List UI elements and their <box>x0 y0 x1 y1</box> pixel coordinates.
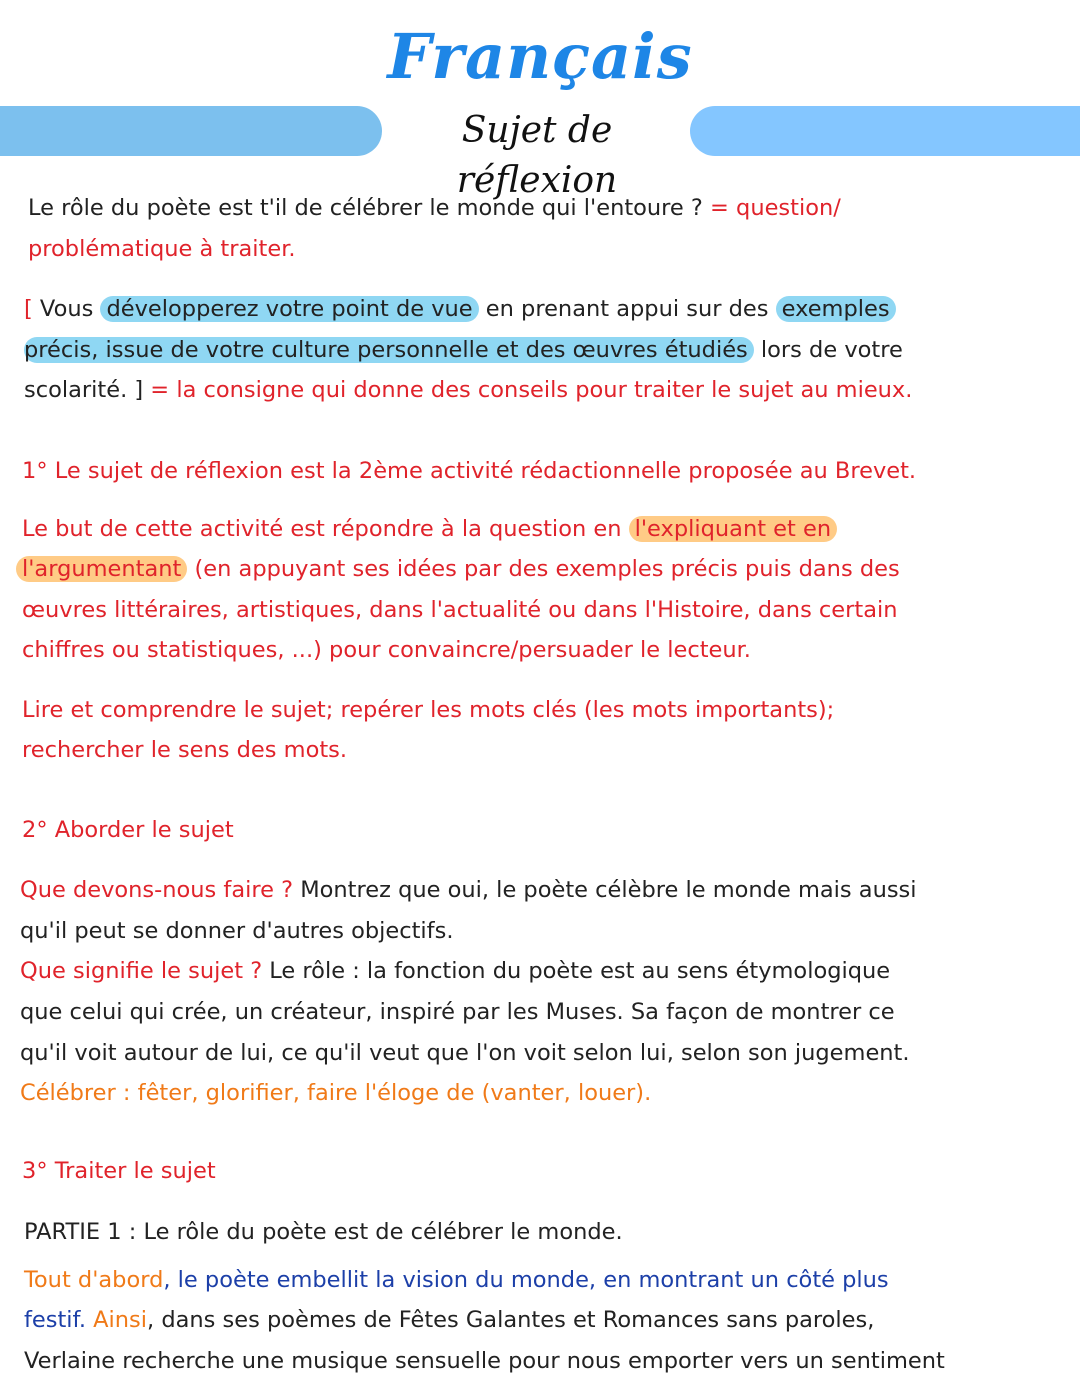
consigne-text-c: lors de votre <box>753 337 903 363</box>
section3-text-c: , dans ses poèmes de Fêtes Galantes et Romances sans paroles, <box>147 1307 875 1333</box>
intro-question-note: = question/ <box>710 195 841 221</box>
section2-q2-line-3: qu'il voit autour de lui, ce qu'il veut que l'on voit selon lui, selon son jugement. <box>20 1040 910 1066</box>
section2-heading: 2° Aborder le sujet <box>22 817 234 843</box>
section3-text-a: , le poète embellit la vision du monde, en montrant un côté plus <box>163 1267 889 1293</box>
header <box>0 0 1080 201</box>
section3-text-b: festif. <box>24 1307 86 1333</box>
consigne-text-d: scolarité. ] <box>24 377 144 403</box>
section1-p1-line-2 <box>16 549 1066 590</box>
header-band-right <box>690 106 1080 156</box>
intro-question-line-1 <box>28 188 1078 229</box>
consigne-line-2 <box>24 330 1074 371</box>
section2-q1-label: Que devons-nous faire ? <box>20 877 294 903</box>
consigne-highlight-1: développerez votre point de vue <box>100 296 478 322</box>
section2-q2-label: Que signifie le sujet ? <box>20 958 263 984</box>
section2-q2-line-1 <box>20 951 1070 992</box>
header-band-left <box>0 106 382 156</box>
section3-line-1 <box>24 1260 1074 1301</box>
consigne-text-b: en prenant appui sur des <box>478 296 776 322</box>
consigne-highlight-2: exemples <box>776 296 896 322</box>
section2-q2-line-2: que celui qui crée, un créateur, inspiré par les Muses. Sa façon de montrer ce <box>20 999 895 1025</box>
section3-heading: 3° Traiter le sujet <box>22 1158 216 1184</box>
section1-highlight-1: l'expliquant et en <box>629 516 837 542</box>
page-title: Français <box>387 20 693 93</box>
intro-question-line-2: problématique à traiter. <box>28 236 296 262</box>
section3-connector-2: Ainsi <box>86 1307 148 1333</box>
section2-q2-text-a: Le rôle : la fonction du poète est au sens étymologique <box>262 958 891 984</box>
section1-highlight-2: l'argumentant <box>16 556 187 582</box>
section3-line-3: Verlaine recherche une musique sensuelle pour nous emporter vers un sentiment <box>24 1348 945 1374</box>
consigne-line-3 <box>24 370 1074 411</box>
section1-p1-text-a: Le but de cette activité est répondre à la question en <box>22 516 629 542</box>
consigne-bracket: [ <box>24 296 33 322</box>
consigne-text-a: Vous <box>32 296 101 322</box>
section3-line-2 <box>24 1300 1074 1341</box>
section1-p1-line-4: chiffres ou statistiques, ...) pour convaincre/persuader le lecteur. <box>22 637 751 663</box>
consigne-highlight-3: précis, issue de votre culture personnelle et des œuvres étudiés <box>24 337 754 363</box>
section1-heading: 1° Le sujet de réflexion est la 2ème activité rédactionnelle proposée au Brevet. <box>22 458 917 484</box>
section2-definition: Célébrer : fêter, glorifier, faire l'éloge de (vanter, louer). <box>20 1080 652 1106</box>
consigne-line-1 <box>24 289 1074 330</box>
section1-p1-line-3: œuvres littéraires, artistiques, dans l'actualité ou dans l'Histoire, dans certain <box>22 597 898 623</box>
consigne-note: = la consigne qui donne des conseils pour traiter le sujet au mieux. <box>143 377 913 403</box>
section2-q1-line-2: qu'il peut se donner d'autres objectifs. <box>20 918 454 944</box>
section3-connector-1: Tout d'abord <box>24 1267 164 1293</box>
section2-q1-line-1 <box>20 870 1070 911</box>
section1-p1-text-b: (en appuyant ses idées par des exemples précis puis dans des <box>187 556 900 582</box>
section1-p1-line-1 <box>22 509 1072 550</box>
section3-partie: PARTIE 1 : Le rôle du poète est de célébrer le monde. <box>24 1219 623 1245</box>
section2-q1-text-a: Montrez que oui, le poète célèbre le monde mais aussi <box>293 877 917 903</box>
section1-p2-line-2: rechercher le sens des mots. <box>22 737 348 763</box>
section1-p2-line-1: Lire et comprendre le sujet; repérer les mots clés (les mots importants); <box>22 697 835 723</box>
intro-question: Le rôle du poète est t'il de célébrer le monde qui l'entoure ? <box>28 195 703 221</box>
page-subtitle: Sujet de réflexion <box>456 110 618 201</box>
